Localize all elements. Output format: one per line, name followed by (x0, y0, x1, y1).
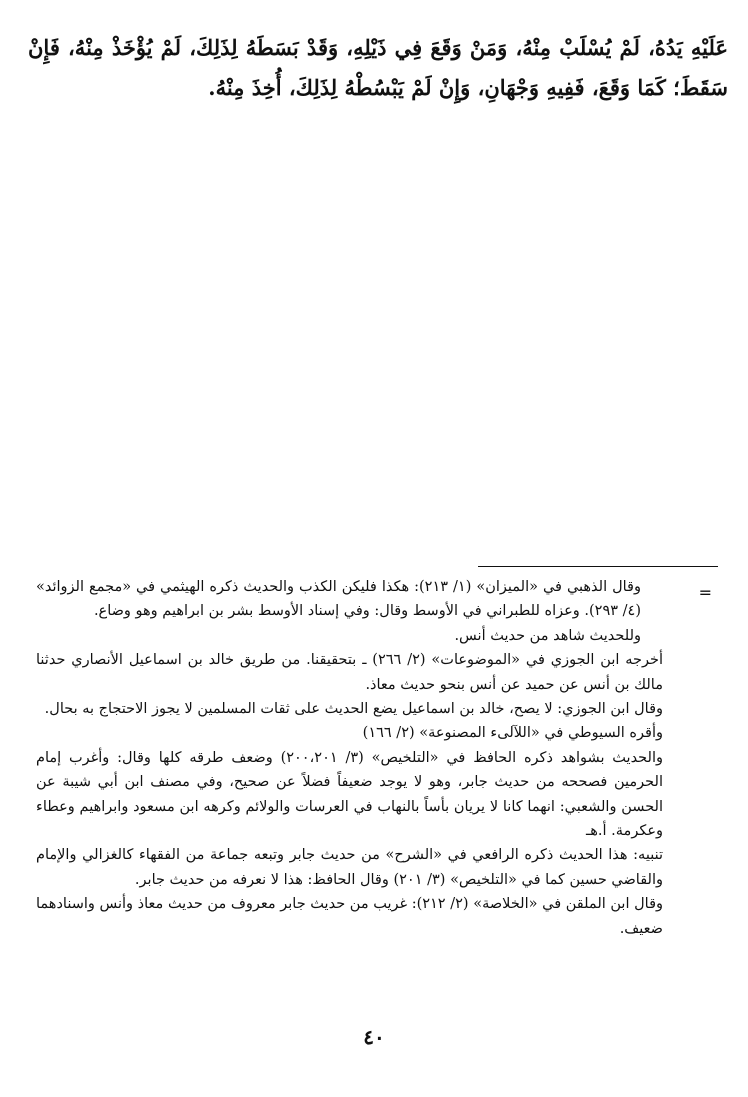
footnote-paragraph: وللحديث شاهد من حديث أنس. (454, 627, 641, 644)
footnotes-block (36, 575, 663, 941)
main-text-block (28, 28, 728, 108)
page-number: ٤٠ (363, 1025, 385, 1049)
footnote-paragraph: وقال ابن الجوزي: لا يصح، خالد بن اسماعيل يضع الحديث على ثقات المسلمين لا يجوز الاحتجاج به بحال. (44, 701, 663, 718)
footnote-paragraph: والحديث بشواهد ذكره الحافظ في «التلخيص» (٣/ ٢٠٠،٢٠١) وضعف طرقه كلها وقال: وأغرب إمام الحرمين فصححه من حديث جابر، وهو لا يوجد ضعيفاً فضلاً عن صحيح، وفي مصنف ابن أبي شيبة عن الحسن والشعبي: انهما كانا لا يريان بأساً بالنهاب في العرسات والولائم وكرهه ابن مسعود وابراهيم وعطاء وعكرمة. أ.هـ (36, 749, 663, 840)
footnote-continuation-mark: = (698, 583, 712, 602)
main-paragraph: عَلَيْهِ يَدُهُ، لَمْ يُسْلَبْ مِنْهُ، وَمَنْ وَقَعَ فِي ذَيْلِهِ، وَقَدْ بَسَطَهُ لِذَلِكَ، لَمْ يُؤْخَذْ مِنْهُ، فَإِنْ سَقَطَ؛ كَمَا وَقَعَ، فَفِيهِ وَجْهَانِ، وَإِنْ لَمْ يَبْسُطْهُ لِذَلِكَ، أُخِذَ مِنْهُ. (28, 35, 728, 100)
footnote-paragraph: تنبيه: هذا الحديث ذكره الرافعي في «الشرح» من حديث جابر وتبعه جماعة من الفقهاء كالغزالي والإمام والقاضي حسين كما في «التلخيص» (٣/ ٢٠١) وقال الحافظ: هذا لا نعرفه من حديث جابر. (36, 847, 663, 888)
footnote-paragraph: وأقره السيوطي في «اللآلىء المصنوعة» (٢/ ١٦٦) (362, 725, 663, 742)
footnote-paragraph: وقال الذهبي في «الميزان» (١/ ٢١٣): هكذا فليكن الكذب والحديث ذكره الهيثمي في «مجمع الزوائد» (٤/ ٢٩٣). وعزاه للطبراني في الأوسط وقال: وفي إسناد الأوسط بشر بن ابراهيم وهو وضاع. (36, 579, 641, 620)
footnote-separator-rule (478, 566, 718, 567)
footnote-paragraph: أخرجه ابن الجوزي في «الموضوعات» (٢/ ٢٦٦) ـ بتحقيقنا. من طريق خالد بن اسماعيل الأنصاري حدثنا مالك بن أنس عن حميد عن أنس بنحو حديث معاذ. (36, 652, 663, 693)
footnote-paragraph: وقال ابن الملقن في «الخلاصة» (٢/ ٢١٢): غريب من حديث جابر معروف من حديث معاذ وأنس واسنادهما ضعيف. (36, 896, 663, 937)
